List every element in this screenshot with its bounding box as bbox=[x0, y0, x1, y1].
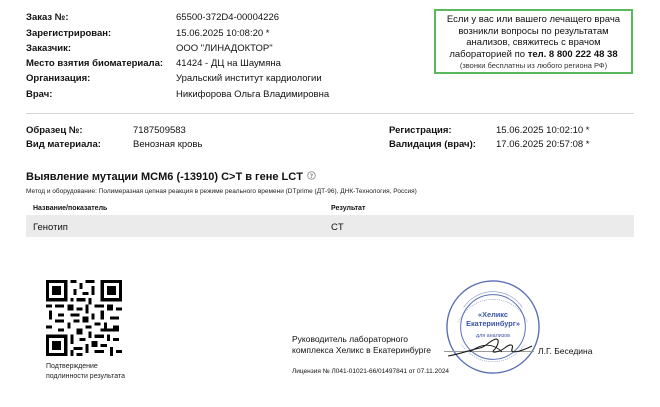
notice-line-4 bbox=[436, 49, 631, 61]
sample-number-value: 7187509583 bbox=[133, 125, 186, 136]
stamp-name-2: Екатеринбург» bbox=[466, 319, 520, 329]
registration-value: 15.06.2025 10:02:10 * bbox=[496, 125, 590, 136]
svg-text:?: ? bbox=[309, 173, 314, 180]
genotype-result: CT bbox=[331, 222, 344, 233]
divider bbox=[26, 113, 634, 114]
column-header-name: Название/показатель bbox=[33, 205, 108, 212]
stamp-name-1: «Хеликс bbox=[478, 310, 508, 320]
registered-value: 15.06.2025 10:08:20 * bbox=[176, 28, 270, 39]
doctor-value: Никифорова Ольга Владимировна bbox=[176, 89, 330, 100]
qr-caption bbox=[46, 362, 125, 382]
genotype-name: Генотип bbox=[33, 222, 68, 233]
notice-line-4-prefix: лабораторией по bbox=[449, 48, 526, 60]
material-value: Венозная кровь bbox=[133, 139, 203, 150]
organization-label: Организация: bbox=[26, 73, 91, 84]
sample-number-label: Образец №: bbox=[26, 125, 83, 136]
contact-notice bbox=[434, 9, 633, 74]
registered-label: Зарегистрирован: bbox=[26, 28, 112, 39]
table-row bbox=[26, 215, 634, 237]
notice-line-2: возникли вопросы по результатам bbox=[458, 25, 609, 37]
lab-head-line-1: Руководитель лабораторного bbox=[292, 334, 408, 344]
lab-head-line-2: комплекса Хеликс в Екатеринбурге bbox=[292, 345, 431, 355]
material-label: Вид материала: bbox=[26, 139, 101, 150]
method-text: Метод и оборудование: Полимеразная цепная реакция в режиме реального времени (DTprime (ДТ-96), ДНК-Технология, Россия) bbox=[26, 188, 417, 195]
notice-line-1: Если у вас или вашего лечащего врача bbox=[446, 14, 621, 25]
signature-icon bbox=[440, 330, 540, 362]
order-number-value: 65500-372D4-00004226 bbox=[176, 12, 280, 23]
notice-note: (звонки бесплатны из любого региона РФ) bbox=[459, 61, 608, 70]
notice-phone[interactable]: тел. 8 800 222 48 38 bbox=[527, 48, 618, 60]
signer-name: Л.Г. Беседина bbox=[538, 346, 593, 356]
test-title-text: Выявление мутации MCM6 (-13910) C>T в гене LCT bbox=[26, 171, 303, 183]
test-title bbox=[26, 171, 316, 183]
notice-line-3: анализов, свяжитесь с врачом bbox=[466, 37, 601, 48]
collection-site-value: 41424 - ДЦ на Шаумяна bbox=[176, 58, 281, 69]
validation-label: Валидация (врач): bbox=[389, 139, 476, 150]
organization-value: Уральский институт кардиологии bbox=[176, 73, 322, 84]
column-header-result: Результат bbox=[331, 205, 366, 212]
qr-code-icon[interactable] bbox=[46, 280, 122, 356]
order-number-label: Заказ №: bbox=[26, 12, 69, 23]
customer-value: ООО "ЛИНАДОКТОР" bbox=[176, 43, 273, 54]
customer-label: Заказчик: bbox=[26, 43, 72, 54]
collection-site-label: Место взятия биоматериала: bbox=[26, 58, 164, 69]
qr-caption-line-2: подлинности результата bbox=[46, 373, 125, 380]
qr-caption-line-1: Подтверждение bbox=[46, 363, 98, 370]
stamp-sub: для анализов bbox=[475, 332, 511, 339]
doctor-label: Врач: bbox=[26, 89, 53, 100]
lab-head-title bbox=[292, 334, 431, 356]
info-circle-icon[interactable] bbox=[307, 171, 316, 180]
validation-value: 17.06.2025 20:57:08 * bbox=[496, 139, 590, 150]
license-text: Лицензия № Л041-01021-66/01497841 от 07.11.2024 bbox=[292, 368, 450, 375]
registration-label: Регистрация: bbox=[389, 125, 452, 136]
